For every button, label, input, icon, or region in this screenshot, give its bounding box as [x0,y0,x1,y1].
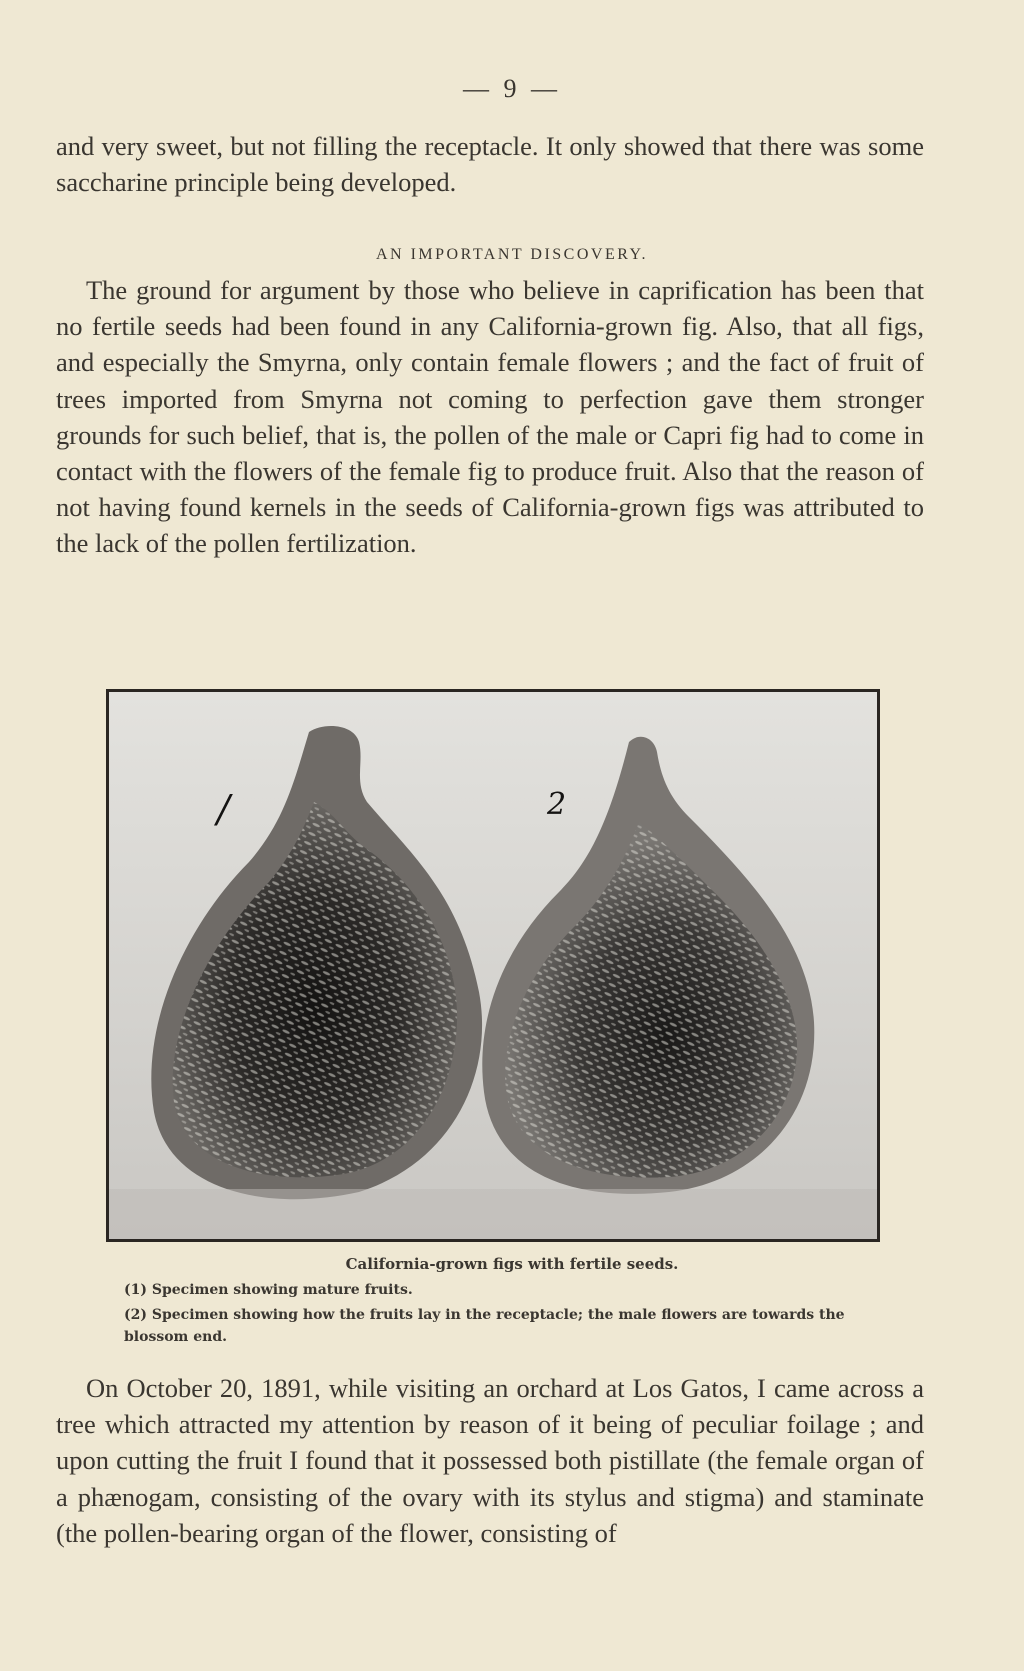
fig-label-1: / [217,787,230,831]
fig-label-2: 2 [547,787,567,822]
figure-caption-title: California-grown figs with fertile seeds. [345,1255,679,1273]
page-number: — 9 — [463,74,561,103]
paragraph-caprification: The ground for argument by those who believe in caprification has been that no fertile seeds had been found in any California-grown fig. Also, that all figs, and especially the Smyrna, only contain female flowers ; and the fact of fruit of trees imported from Smyrna not coming to perfection gave them stronger grounds for such belief, that is, the pollen of the male or Capri fig had to come in contact with the flowers of the female fig to produce fruit. Also that the reason of not having found kernels in the seeds of California-grown figs was attributed to the lack of the pollen fertilization. [56,275,924,559]
figure-caption-2: (2) Specimen showing how the fruits lay in the receptacle; the male flowers are towards the blossom end. [124,1307,845,1345]
fig-photograph [106,689,880,1242]
paragraph-continuation: and very sweet, but not filling the receptacle. It only showed that there was some saccharine principle being developed. [56,131,924,198]
paragraph-los-gatos: On October 20, 1891, while visiting an orchard at Los Gatos, I came across a tree which attracted my attention by reason of it being of peculiar foilage ; and upon cutting the fruit I found that it possessed both pistillate (the female organ of a phænogam, consisting of the ovary with its stylus and stigma) and staminate (the pollen-bearing organ of the flower, consisting of [56,1373,924,1548]
section-heading: AN IMPORTANT DISCOVERY. [375,246,649,263]
figure-caption-1: (1) Specimen showing mature fruits. [124,1282,413,1298]
